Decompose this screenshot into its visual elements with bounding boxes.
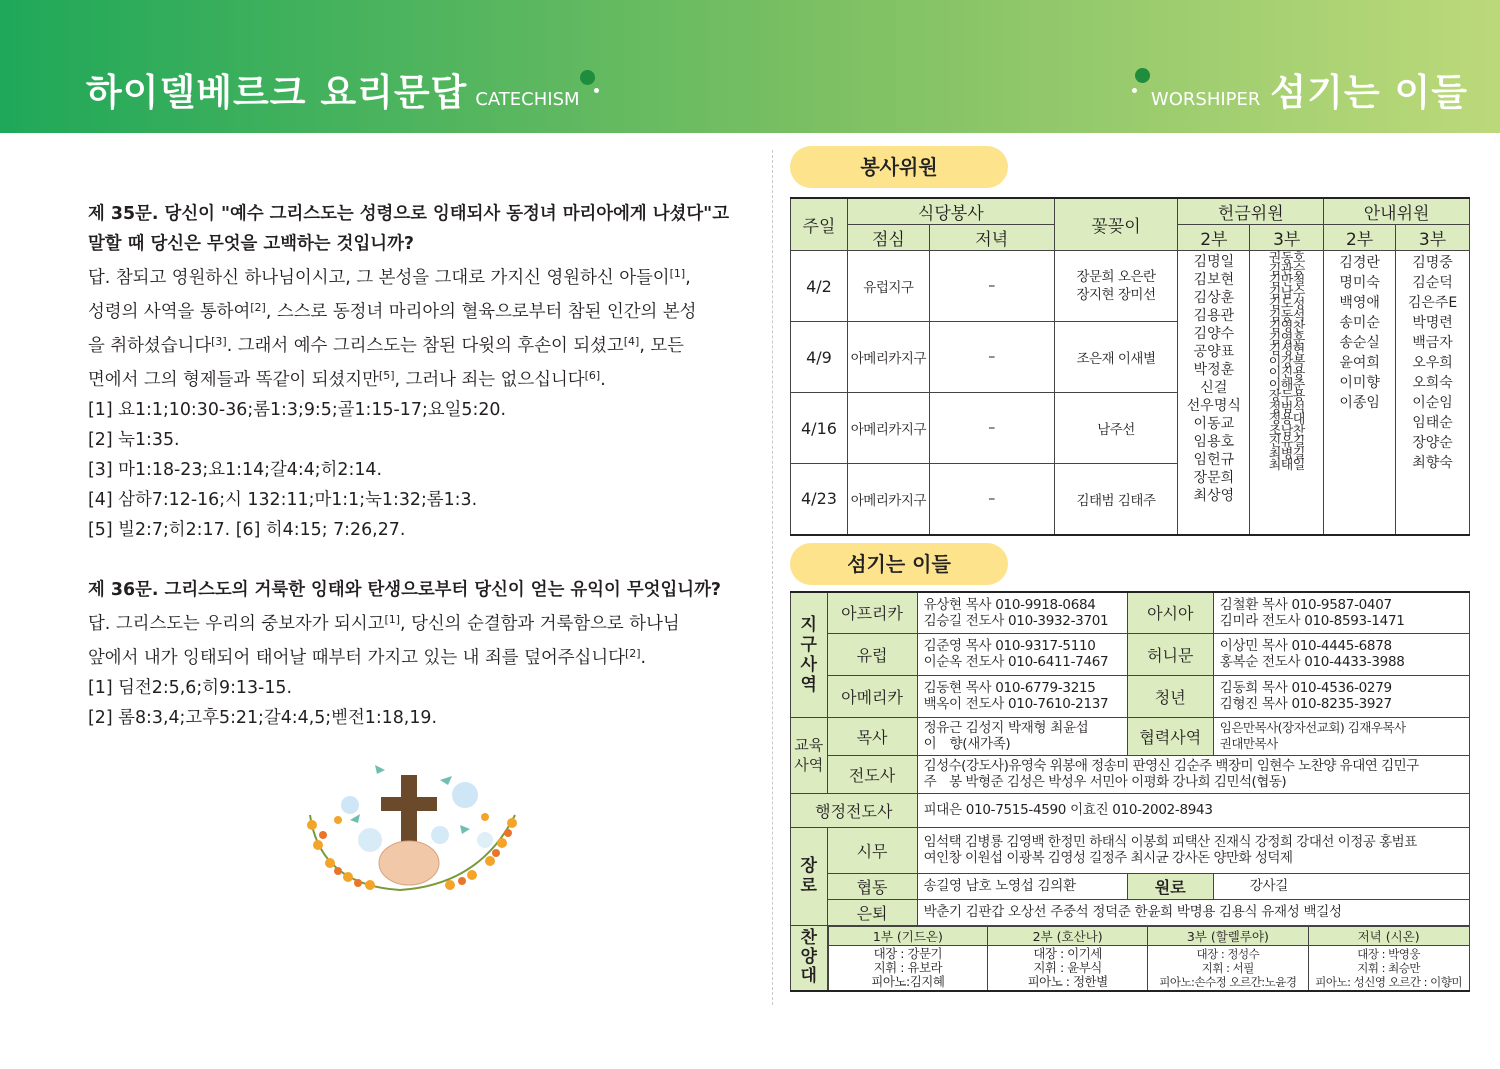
reference-35-1: [1] 요1:1;10:30-36;롬1:3;9:5;골1:15-17;요일5:20. <box>88 400 506 420</box>
row-date: 4/23 <box>791 464 848 535</box>
answer-35-line4: 면에서 그의 형제들과 똑같이 되셨지만[5], 그러나 죄는 없으십니다[6]. <box>88 369 606 390</box>
question-35-line2: 말할 때 당신은 무엇을 고백하는 것입니까? <box>88 234 414 254</box>
header-right <box>1151 62 1468 116</box>
admin-evangelist-label: 행정전도사 <box>791 793 918 827</box>
row-flower: 장문희 오은란 장지현 장미선 <box>1054 251 1178 322</box>
elder-label: 장 로 <box>791 827 828 925</box>
reference-35-3: [3] 마1:18-23;요1:14;갈4:4;히2:14. <box>88 460 383 480</box>
row-lunch: 아메리카지구 <box>847 393 929 464</box>
honeymoon-value: 이상민 목사 010-4445-6878 홍복순 전도사 010-4433-3988 <box>1213 633 1469 675</box>
answer-35-line3: 을 취하셨습니다[3]. 그래서 예수 그리스도는 참된 다윗의 후손이 되셨고[4], 모든 <box>88 335 684 356</box>
header-banner <box>0 0 1500 133</box>
row-date: 4/9 <box>791 322 848 393</box>
answer-36-line1: 답. 그리스도는 우리의 중보자가 되시고[1], 당신의 순결함과 거룩함으로 하나님 <box>88 613 680 634</box>
retired-elder-label: 은퇴 <box>827 899 917 925</box>
district-label: 지 구 사 역 <box>791 592 828 717</box>
america-label: 아메리카 <box>827 675 917 717</box>
choir-info: 대장 : 정성수 지휘 : 서필 피아노:손수정 오르간:노윤경 <box>1147 945 1308 990</box>
guide-2bu-header: 2부 <box>1324 225 1396 251</box>
reference-35-2: [2] 눅1:35. <box>88 430 180 450</box>
row-dinner: – <box>929 393 1054 464</box>
admin-evangelist-value: 피대은 010-7515-4590 이효진 010-2002-8943 <box>917 793 1469 827</box>
answer-35-line1: 답. 참되고 영원하신 하나님이시고, 그 본성을 그대로 가지신 영원하신 아들이[1], <box>88 267 691 288</box>
decor-dot-small-icon <box>594 88 599 93</box>
reference-36-2: [2] 롬8:3,4;고후5:21;갈4:4,5;벧전1:18,19. <box>88 708 437 728</box>
worshiper-title: 섬기는 이들 <box>1270 71 1468 114</box>
service-committee-table <box>790 197 1470 536</box>
answer-35-line2: 성령의 사역을 통하여[2], 스스로 동정녀 마리아의 혈육으로부터 참된 인간의 본성 <box>88 301 697 322</box>
row-flower: 조은재 이새별 <box>1054 322 1178 393</box>
asia-label: 아시아 <box>1127 592 1213 633</box>
row-dinner: – <box>929 322 1054 393</box>
evangelist-label: 전도사 <box>827 755 917 793</box>
offering-3bu-names: 권동호 김관승 김만철 김남수 김도성 김동석 김영찬 김영훈 김성현 이강복 이진용 이해준 장두용 정범석 정용대 조남찬 진유길 최병길 최태일 <box>1250 251 1324 535</box>
catechism-title: 하이델베르크 요리문답 <box>86 71 468 114</box>
row-dinner: – <box>929 464 1054 535</box>
flower-header: 꽃꽂이 <box>1054 198 1178 251</box>
row-lunch: 유럽지구 <box>847 251 929 322</box>
row-date: 4/2 <box>791 251 848 322</box>
cross-hands-illustration <box>290 745 530 915</box>
offering-3bu-header: 3부 <box>1250 225 1324 251</box>
europe-value: 김준영 목사 010-9317-5110 이순옥 전도사 010-6411-7467 <box>917 633 1127 675</box>
column-divider <box>772 150 773 1005</box>
pastor-label: 목사 <box>827 717 917 755</box>
guide-3bu-header: 3부 <box>1396 225 1470 251</box>
america-value: 김동현 목사 010-6779-3215 백옥이 전도사 010-7610-2137 <box>917 675 1127 717</box>
active-elder-value: 임석택 김병룡 김영백 한정민 하태식 이봉희 피택산 진재식 강정희 강대선 이정공 홍범표 여인창 이원섭 이광복 김영성 길정주 최시균 강사돈 양만화 성덕제 <box>917 827 1469 873</box>
youth-value: 김동희 목사 010-4536-0279 김형진 목사 010-8235-3927 <box>1213 675 1469 717</box>
associate-elder-label: 협동 <box>827 873 917 899</box>
choir-name: 저녁 (시온) <box>1308 926 1469 945</box>
honeymoon-label: 허니문 <box>1127 633 1213 675</box>
meal-header: 식당봉사 <box>847 198 1054 225</box>
offering-header: 헌금위원 <box>1178 198 1324 225</box>
retired-elder-value: 박춘기 김판갑 오상선 주중석 정덕준 한윤희 박명용 김용식 유재성 백길성 <box>917 899 1469 925</box>
decor-dot-icon-right <box>1135 68 1150 83</box>
education-label: 교육 사역 <box>791 717 828 793</box>
youth-label: 청년 <box>1127 675 1213 717</box>
cooperation-value: 임은만목사(장자선교회) 김재우목사 권대만목사 <box>1213 717 1469 755</box>
asia-value: 김철환 목사 010-9587-0407 김미라 전도사 010-8593-1471 <box>1213 592 1469 633</box>
reference-35-5: [5] 빌2:7;히2:17. [6] 히4:15; 7:26,27. <box>88 520 406 540</box>
choir-label: 찬 양 대 <box>791 925 828 991</box>
row-lunch: 아메리카지구 <box>847 322 929 393</box>
row-flower: 김태범 김태주 <box>1054 464 1178 535</box>
emeritus-elder-value: 강사길 <box>1213 873 1469 899</box>
worshiper-subtitle: WORSHIPER <box>1150 89 1261 110</box>
decor-dot-icon <box>580 70 595 85</box>
choir-name: 3부 (할렐루야) <box>1147 926 1308 945</box>
choir-name: 1부 (기드온) <box>828 926 988 945</box>
pastor-value: 정유근 김성지 박재형 최윤섭 이 향(새가족) <box>917 717 1127 755</box>
dinner-header: 저녁 <box>929 225 1054 251</box>
choir-info: 대장 : 강문기 지휘 : 유보라 피아노:김지혜 <box>828 945 988 990</box>
header-left <box>86 62 580 116</box>
choir-info: 대장 : 박영웅 지휘 : 최승만 피아노: 성신영 오르간 : 이향미 <box>1308 945 1469 990</box>
choir-info: 대장 : 이기세 지휘 : 윤부식 피아노 : 정한별 <box>988 945 1148 990</box>
servers-title: 섬기는 이들 <box>790 543 1008 585</box>
decor-dot-small-icon-right <box>1132 88 1137 93</box>
answer-36-line2: 앞에서 내가 잉태되어 태어날 때부터 가지고 있는 내 죄를 덮어주십니다[2]. <box>88 647 647 668</box>
choir-section <box>827 925 1470 991</box>
week-header: 주일 <box>791 198 848 251</box>
catechism-subtitle: CATECHISM <box>475 89 580 110</box>
row-dinner: – <box>929 251 1054 322</box>
active-elder-label: 시무 <box>827 827 917 873</box>
guide-header: 안내위원 <box>1324 198 1470 225</box>
row-flower: 남주선 <box>1054 393 1178 464</box>
choir-name: 2부 (호산나) <box>988 926 1148 945</box>
reference-35-4: [4] 삼하7:12-16;시 132:11;마1:1;눅1:32;롬1:3. <box>88 490 478 510</box>
guide-3bu-names: 김명중 김순덕 김은주E 박명련 백금자 오우희 오희숙 이순임 임태순 장양순 최향숙 <box>1396 251 1470 535</box>
choir-table <box>828 926 1470 990</box>
catechism-text <box>88 199 740 733</box>
evangelist-value: 김성수(강도사)유영숙 위봉애 정송미 판영신 김순주 백장미 임현수 노찬양 유대연 김민구 주 봉 박형준 김성은 박성우 서민아 이평화 강나희 김민석(협동) <box>917 755 1469 793</box>
europe-label: 유럽 <box>827 633 917 675</box>
emeritus-elder-label: 원로 <box>1127 873 1213 899</box>
offering-2bu-header: 2부 <box>1178 225 1250 251</box>
question-35-line1: 제 35문. 당신이 "예수 그리스도는 성령으로 잉태되사 동정녀 마리아에게 나셨다"고 <box>88 204 730 224</box>
row-lunch: 아메리카지구 <box>847 464 929 535</box>
row-date: 4/16 <box>791 393 848 464</box>
servers-table <box>790 591 1470 992</box>
lunch-header: 점심 <box>847 225 929 251</box>
service-committee-title: 봉사위원 <box>790 146 1008 188</box>
offering-2bu-names: 김명일 김보현 김상훈 김용관 김양수 공양표 박정훈 신걸 선우명식 이동교 임용호 임헌규 장문희 최상영 <box>1178 251 1250 535</box>
africa-value: 유상현 목사 010-9918-0684 김승길 전도사 010-3932-3701 <box>917 592 1127 633</box>
question-36: 제 36문. 그리스도의 거룩한 잉태와 탄생으로부터 당신이 얻는 유익이 무엇입니까? <box>88 580 721 600</box>
associate-elder-value: 송길영 남호 노영섭 김의환 <box>917 873 1127 899</box>
africa-label: 아프리카 <box>827 592 917 633</box>
reference-36-1: [1] 딤전2:5,6;히9:13-15. <box>88 678 292 698</box>
guide-2bu-names: 김경란 명미숙 백영애 송미순 송순실 윤여희 이미향 이종임 <box>1324 251 1396 535</box>
cooperation-label: 협력사역 <box>1127 717 1213 755</box>
